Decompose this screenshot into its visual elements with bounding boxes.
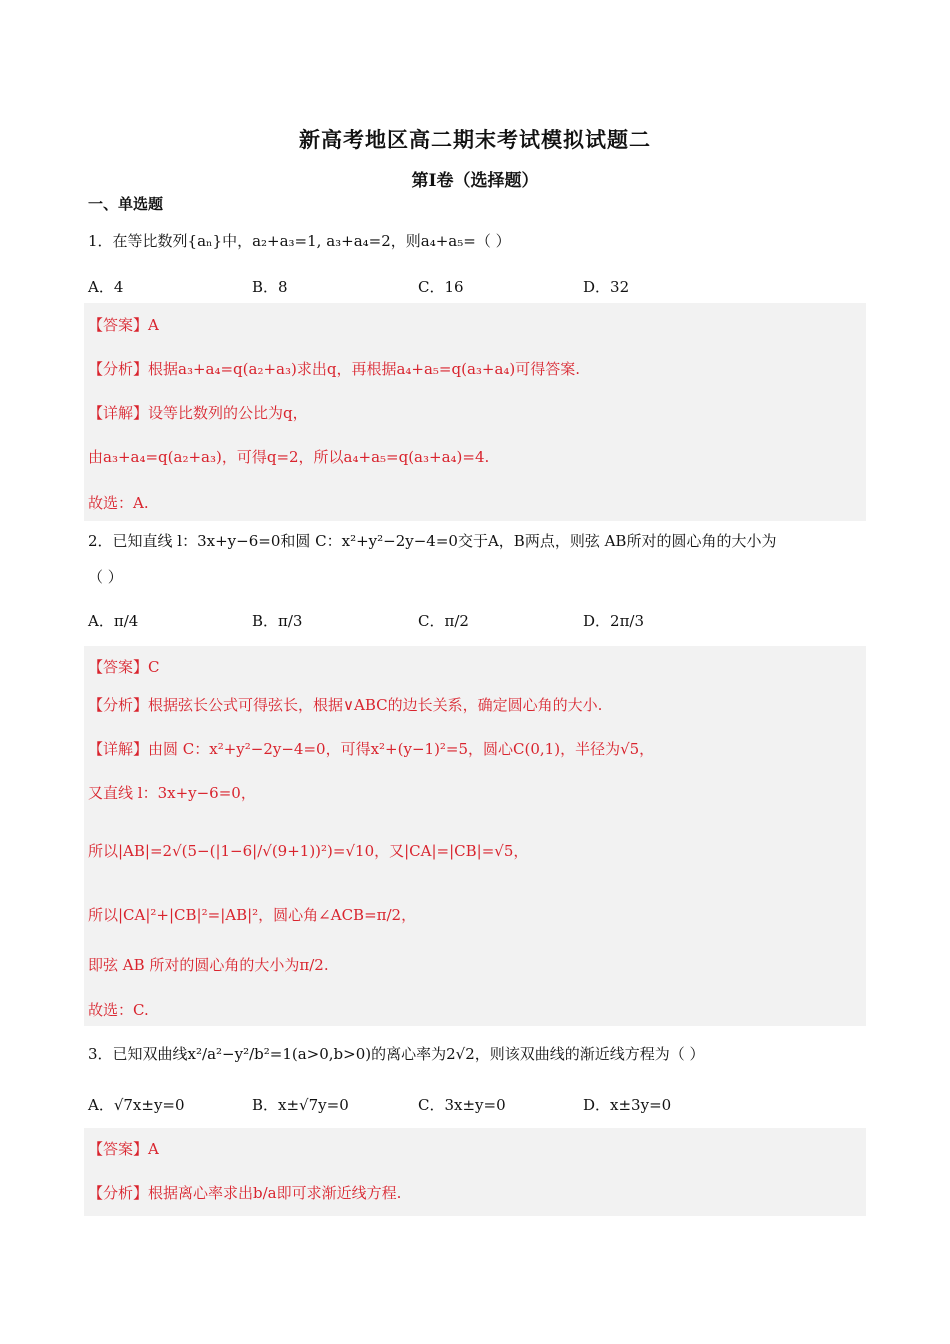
q1-option-b: B．8 [252,278,288,296]
q2-stem: 2．已知直线 l：3x+y−6=0和圆 C：x²+y²−2y−4=0交于A，B两点，则弦 AB所对的圆心角的大小为 [88,532,777,550]
q1-detail-2: 由a₃+a₄=q(a₂+a₃)，可得q=2，所以a₄+a₅=q(a₃+a₄)=4. [88,448,490,466]
q2-option-a: A．π/4 [88,612,139,630]
q1-detail-1: 【详解】设等比数列的公比为q， [88,404,308,422]
q2-detail-6: 故选：C. [88,1001,149,1019]
q1-option-d: D．32 [583,278,630,296]
q2-stem-paren: （ ） [88,568,123,586]
q3-option-a: A．√7x±y=0 [88,1096,185,1114]
q1-detail-3: 故选：A. [88,494,149,512]
q3-option-d: D．x±3y=0 [583,1096,672,1114]
page-title: 新高考地区高二期末考试模拟试题二 [299,127,651,152]
q2-detail-2: 又直线 l：3x+y−6=0， [88,784,256,802]
q2-option-c: C．π/2 [418,612,469,630]
q1-answer: 【答案】A [88,316,159,334]
q1-stem: 1．在等比数列{aₙ}中，a₂+a₃=1, a₃+a₄=2，则a₄+a₅=（ ） [88,232,511,250]
q2-detail-5: 即弦 AB 所对的圆心角的大小为π/2. [88,956,329,974]
section-heading: 一、单选题 [88,195,164,213]
q2-detail-1: 【详解】由圆 C：x²+y²−2y−4=0，可得x²+(y−1)²=5，圆心C(0,1)，半径为√5， [88,740,655,758]
q1-option-a: A．4 [88,278,124,296]
page-subtitle: 第I卷（选择题） [411,171,539,191]
q3-stem: 3．已知双曲线x²/a²−y²/b²=1(a>0,b>0)的离心率为2√2，则该双曲线的渐近线方程为（ ） [88,1045,705,1063]
q2-option-d: D．2π/3 [583,612,645,630]
q2-answer: 【答案】C [88,658,160,676]
q3-option-b: B．x±√7y=0 [252,1096,349,1114]
q3-analysis: 【分析】根据离心率求出b/a即可求渐近线方程. [88,1184,402,1202]
q1-option-c: C．16 [418,278,464,296]
q2-detail-4: 所以|CA|²+|CB|²=|AB|²，圆心角∠ACB=π/2， [88,906,417,924]
q3-answer: 【答案】A [88,1140,159,1158]
q2-analysis: 【分析】根据弦长公式可得弦长，根据∨ABC的边长关系，确定圆心角的大小. [88,696,603,714]
q2-detail-3: 所以|AB|=2√(5−(|1−6|/√(9+1))²)=√10，又|CA|=|CB|=√5， [88,842,529,860]
q1-analysis: 【分析】根据a₃+a₄=q(a₂+a₃)求出q，再根据a₄+a₅=q(a₃+a₄)可得答案. [88,360,581,378]
q2-option-b: B．π/3 [252,612,303,630]
q3-option-c: C．3x±y=0 [418,1096,506,1114]
